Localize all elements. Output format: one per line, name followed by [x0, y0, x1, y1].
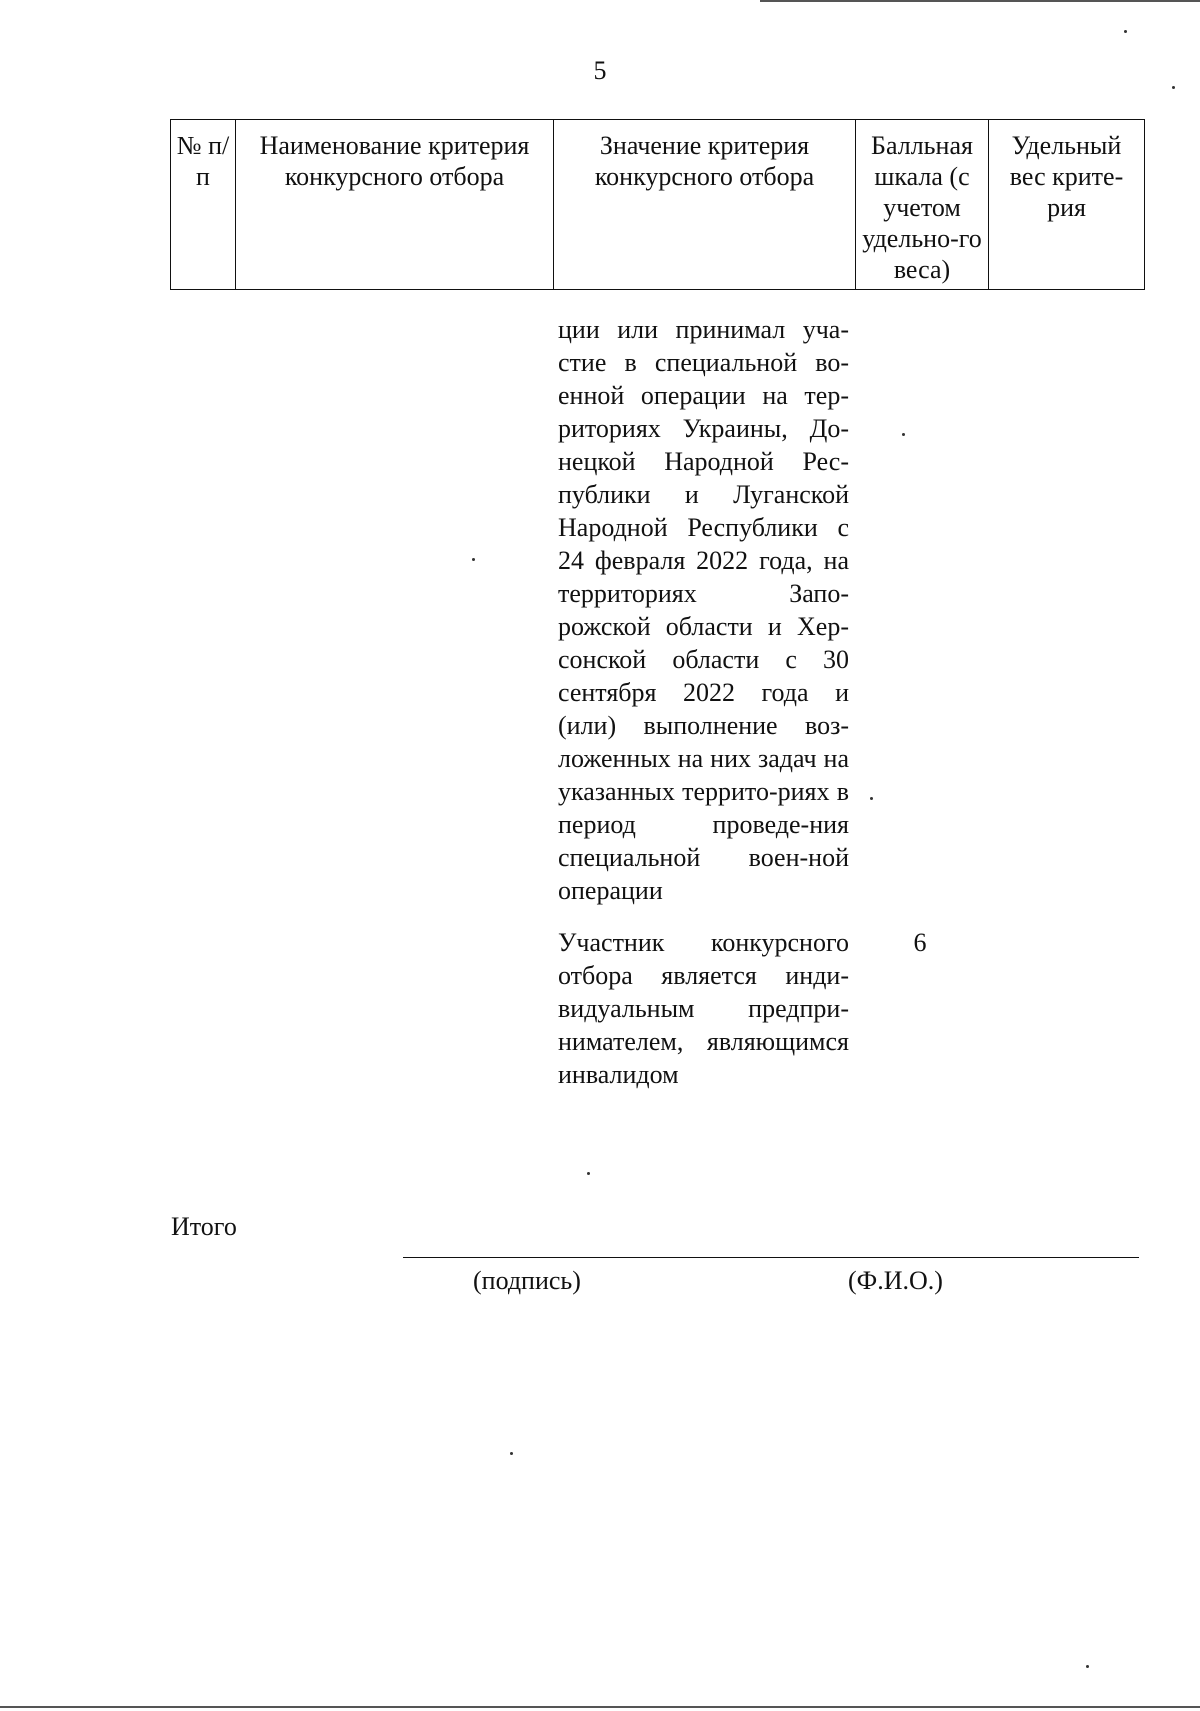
criterion-value-continued: ции или принимал уча-стие в специальной во-енной операции на тер-риториях Украины, До-нецкой Народной Рес-публики и Луганской Народной Республики с 24 февраля 2022 года, на территориях Запо-рожской области и Хер-сонской области с 30 сентября 2022 года и (или) выполнение воз-ложенных на них задач на указанных террито-риях в период проведе-ния специальной воен-ной операции: [558, 315, 849, 905]
criterion-score: 6: [913, 928, 927, 957]
scan-speck: [587, 1172, 590, 1175]
header-score-scale: Балльная шкала (с учетом удельно-го веса): [856, 120, 989, 290]
scan-speck: [1086, 1665, 1089, 1668]
scan-speck: [902, 433, 905, 436]
header-weight: Удельный вес крите-рия: [989, 120, 1145, 290]
criterion-value-disabled-entrepreneur: Участник конкурсного отбора является инди-видуальным предпри-нимателем, являющимся инвалидом: [558, 928, 849, 1089]
header-number: № п/п: [171, 120, 236, 290]
total-label: Итого: [171, 1212, 237, 1241]
scan-edge-bottom: [0, 1706, 1200, 1708]
scan-edge-top: [760, 0, 1200, 2]
scan-speck: [472, 558, 475, 561]
signature-line: [403, 1257, 1139, 1258]
criteria-table-header: [170, 119, 1145, 290]
header-criterion-name: Наименование критерия конкурсного отбора: [236, 120, 554, 290]
scan-speck: [510, 1452, 513, 1455]
signature-caption: (подпись): [473, 1266, 581, 1295]
table-header-row: [171, 120, 1145, 290]
scan-speck: [870, 797, 873, 800]
name-caption: (Ф.И.О.): [848, 1266, 943, 1295]
scan-speck: [1172, 86, 1175, 89]
scan-speck: [1124, 30, 1127, 33]
page-number: 5: [593, 56, 607, 85]
header-criterion-value: Значение критерия конкурсного отбора: [554, 120, 856, 290]
